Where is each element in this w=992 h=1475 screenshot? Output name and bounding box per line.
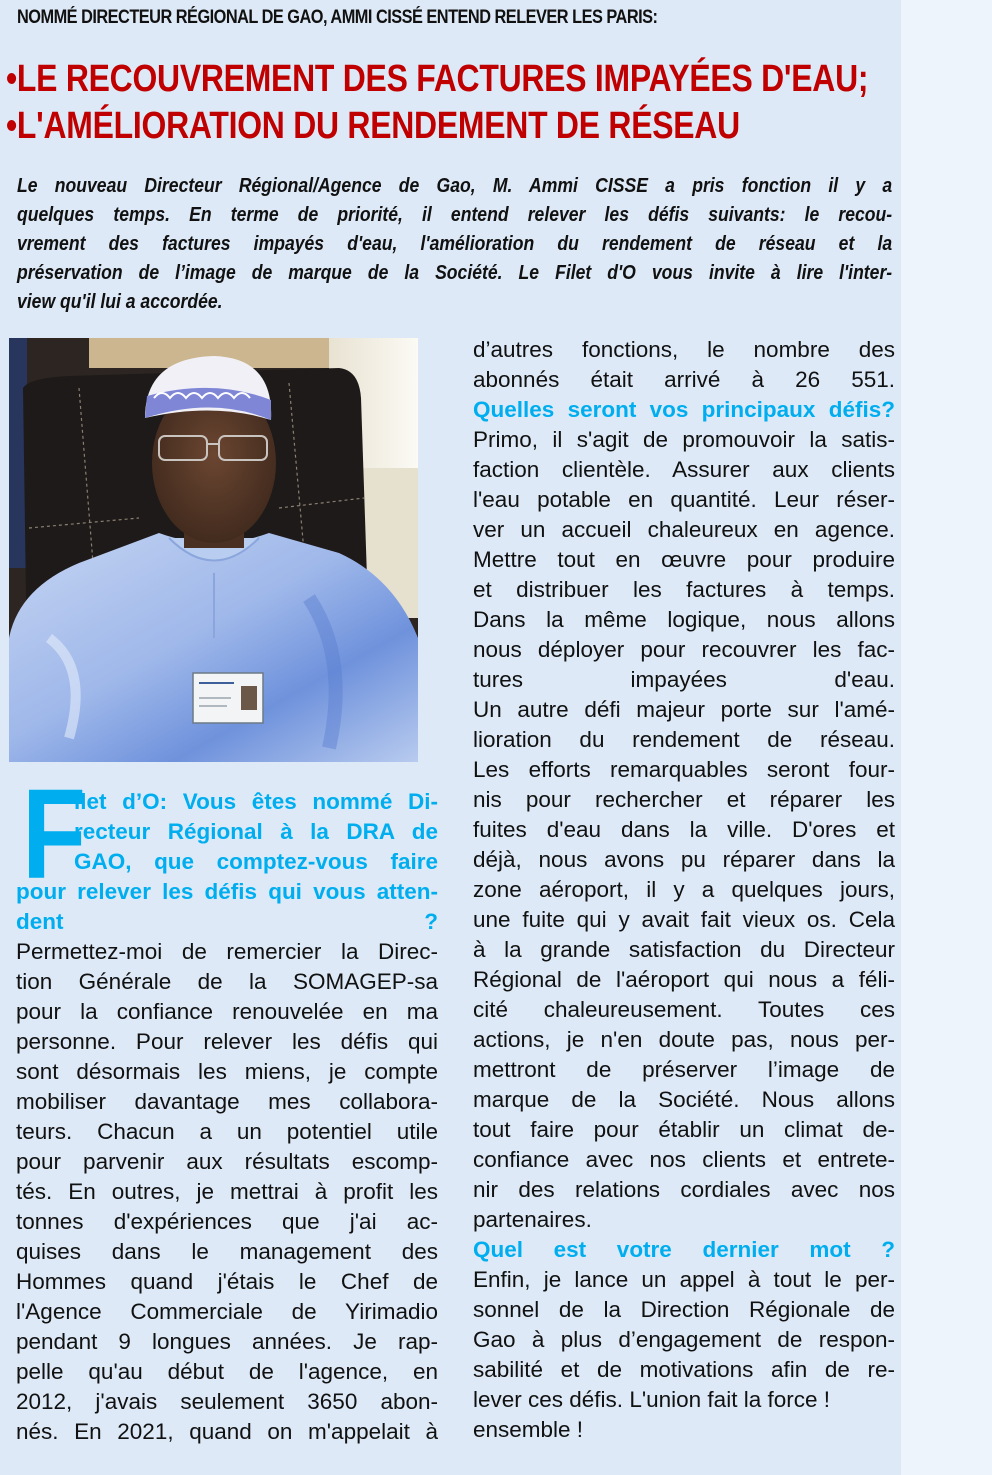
question-line: pour relever les défis qui vous atten- xyxy=(16,879,438,904)
answer-line: tion Générale de la SOMAGEP-sa xyxy=(16,969,438,994)
answer-line: une fuite qui y avait fait vieux os. Cela xyxy=(473,907,895,932)
answer-line: Régional de l'aéroport qui nous a féli- xyxy=(473,967,895,992)
answer-line: abonnés était arrivé à 26 551. xyxy=(473,367,895,392)
answer-line: mettront de préserver l’image de xyxy=(473,1057,895,1082)
headline-bullet-2: •L'AMÉLIORATION DU RENDEMENT DE RÉSEAU xyxy=(6,105,740,147)
intro-line: Le nouveau Directeur Régional/Agence de Gao, M. Ammi CISSE a pris fonction il y a xyxy=(17,174,893,197)
intro-line: vrement des factures impayés d'eau, l'amélioration du rendement de réseau et la xyxy=(17,232,893,255)
answer-line: pelle qu'au début de l'agence, en xyxy=(16,1359,438,1384)
answer-line: Permettez-moi de remercier la Direc- xyxy=(16,939,438,964)
answer-line: nés. En 2021, quand on m'appelait à xyxy=(16,1419,438,1444)
answer-line: Un autre défi majeur porte sur l'amé- xyxy=(473,697,895,722)
answer-line: ensemble ! xyxy=(473,1417,584,1442)
answer-line: Hommes quand j'étais le Chef de xyxy=(16,1269,438,1294)
portrait-illustration xyxy=(9,338,418,762)
answer-line: Enfin, je lance un appel à tout le per- xyxy=(473,1267,895,1292)
answer-line: l'eau potable en quantité. Leur réser- xyxy=(473,487,895,512)
answer-line: nir des relations cordiales avec nos xyxy=(473,1177,895,1202)
answer-line: tout faire pour établir un climat de- xyxy=(473,1117,895,1142)
answer-line: tés. En outres, je mettrai à profit les xyxy=(16,1179,438,1204)
article-kicker: NOMMÉ DIRECTEUR RÉGIONAL DE GAO, AMMI CISSÉ ENTEND RELEVER LES PARIS: xyxy=(17,7,658,28)
portrait-photo xyxy=(9,338,418,762)
answer-line: marque de la Société. Nous allons xyxy=(473,1087,895,1112)
question-line: dent ? xyxy=(16,909,438,934)
answer-line: pendant 9 longues années. Je rap- xyxy=(16,1329,438,1354)
answer-line: et distribuer les factures à temps. xyxy=(473,577,895,602)
answer-line: personne. Pour relever les défis qui xyxy=(16,1029,438,1054)
answer-line: sabilité et de motivations afin de re- xyxy=(473,1357,895,1382)
answer-line: faction clientèle. Assurer aux clients xyxy=(473,457,895,482)
answer-line: à la grande satisfaction du Directeur xyxy=(473,937,895,962)
answer-line: cité chaleureusement. Toutes ces xyxy=(473,997,895,1022)
question-heading: Quel est votre dernier mot ? xyxy=(473,1237,895,1262)
intro-line: quelques temps. En terme de priorité, il entend relever les défis suivants: le recou- xyxy=(17,203,893,226)
answer-line: lioration du rendement de réseau. xyxy=(473,727,895,752)
answer-line: Les efforts remarquables seront four- xyxy=(473,757,895,782)
answer-line: tures impayées d'eau. xyxy=(473,667,895,692)
question-line: ilet d’O: Vous êtes nommé Di- xyxy=(74,789,438,814)
answer-line: lever ces défis. L'union fait la force ! xyxy=(473,1387,830,1412)
answer-line: Mettre tout en œuvre pour produire xyxy=(473,547,895,572)
question-line: recteur Régional à la DRA de xyxy=(74,819,438,844)
answer-line: zone aéroport, il y a quelques jours, xyxy=(473,877,895,902)
answer-line: teurs. Chacun a un potentiel utile xyxy=(16,1119,438,1144)
answer-line: mobiliser davantage mes collabora- xyxy=(16,1089,438,1114)
answer-line: nous déployer pour recouvrer les fac- xyxy=(473,637,895,662)
headline-bullet-1: •LE RECOUVREMENT DES FACTURES IMPAYÉES D'EAU; xyxy=(6,58,869,100)
answer-line: pour parvenir aux résultats escomp- xyxy=(16,1149,438,1174)
answer-line: tonnes d'expériences que j'ai ac- xyxy=(16,1209,438,1234)
answer-line: Gao à plus d’engagement de respon- xyxy=(473,1327,895,1352)
question-line: GAO, que comptez-vous faire xyxy=(74,849,438,874)
answer-line: partenaires. xyxy=(473,1207,592,1232)
answer-line: Primo, il s'agit de promouvoir la satis- xyxy=(473,427,895,452)
dropcap-letter: F xyxy=(22,763,87,906)
answer-line: Dans la même logique, nous allons xyxy=(473,607,895,632)
question-heading: Quelles seront vos principaux défis? xyxy=(473,397,895,422)
answer-line: ver un accueil chaleureux en agence. xyxy=(473,517,895,542)
answer-line: l'Agence Commerciale de Yirimadio xyxy=(16,1299,438,1324)
answer-line: nis pour rechercher et réparer les xyxy=(473,787,895,812)
answer-line: d’autres fonctions, le nombre des xyxy=(473,337,895,362)
answer-line: déjà, nous avons pu réparer dans la xyxy=(473,847,895,872)
answer-line: 2012, j'avais seulement 3650 abon- xyxy=(16,1389,438,1414)
answer-line: quises dans le management des xyxy=(16,1239,438,1264)
answer-line: pour la confiance renouvelée en ma xyxy=(16,999,438,1024)
answer-line: fuites d'eau dans la ville. D'ores et xyxy=(473,817,895,842)
answer-line: confiance avec nos clients et entrete- xyxy=(473,1147,895,1172)
intro-line: préservation de l’image de marque de la Société. Le Filet d'O vous invite à lire l'inter- xyxy=(17,261,893,284)
answer-line: actions, je n'en doute pas, nous per- xyxy=(473,1027,895,1052)
intro-line: view qu'il lui a accordée. xyxy=(17,290,223,313)
answer-line: sont désormais les miens, je compte xyxy=(16,1059,438,1084)
answer-line: sonnel de la Direction Régionale de xyxy=(473,1297,895,1322)
